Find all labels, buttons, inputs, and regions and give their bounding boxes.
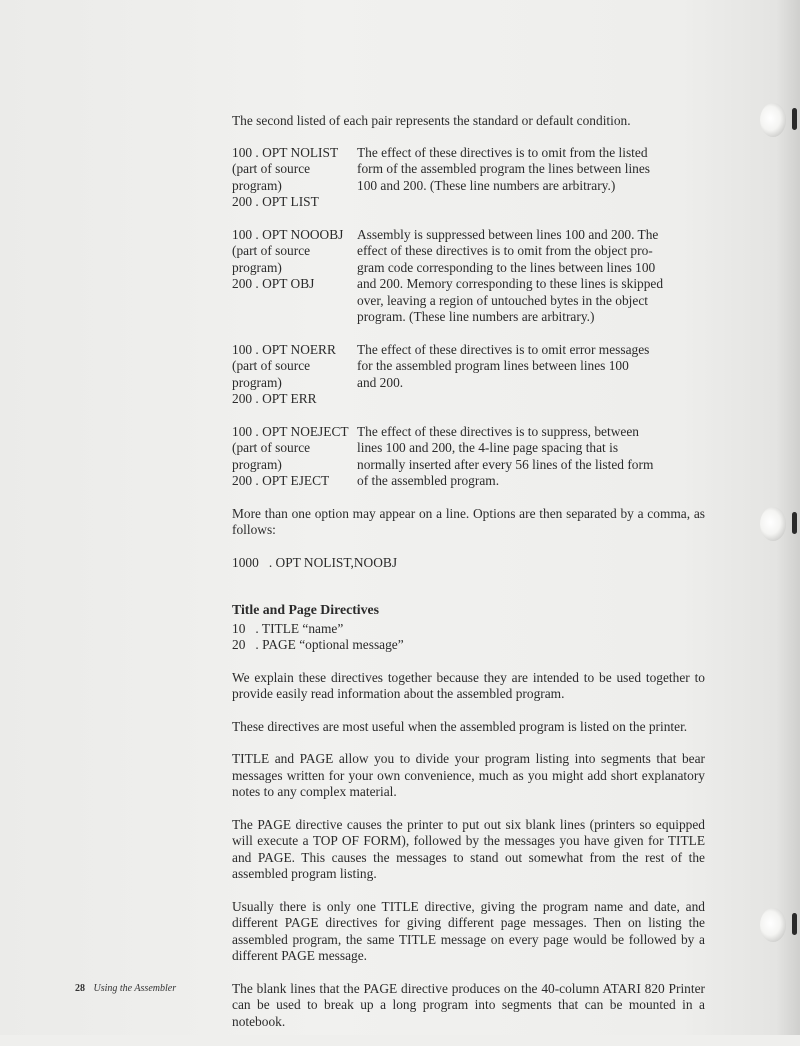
- intro-paragraph: The second listed of each pair represents the standard or default condition.: [232, 113, 631, 128]
- binder-ring-mark: [792, 108, 797, 130]
- option-description: The effect of these directives is to suppress, between lines 100 and 200, the 4-line page spacing that is normally inserted after every 56 lines of the listed form of the assembled program.: [357, 423, 654, 488]
- binder-ring-mark: [792, 512, 797, 534]
- option-directives: 100 . OPT NOEJECT (part of source program) 200 . OPT EJECT: [232, 423, 349, 488]
- option-pair-noobj: [232, 227, 705, 326]
- option-pair-nolist: [232, 145, 705, 211]
- option-description: Assembly is suppressed between lines 100 and 200. The effect of these directives is to omit from the object pro- gram code corresponding to the lines between lines 100 and 200. Memory corresponding to these lines is skipped over, leaving a region of untouched bytes in the object program. (These line numbers are arbitrary.): [357, 226, 664, 324]
- option-pair-noerr: [232, 342, 705, 408]
- body-paragraph: These directives are most useful when the assembled program is listed on the printer.: [232, 718, 688, 734]
- option-directives: 100 . OPT NOOOBJ (part of source program) 200 . OPT OBJ: [232, 226, 344, 291]
- page-footer: [75, 983, 176, 994]
- binder-hole-middle: [760, 507, 786, 541]
- option-description: The effect of these directives is to omit from the listed form of the assembled program the lines between lines 100 and 200. (These line numbers are arbitrary.): [357, 144, 651, 193]
- section-heading: Title and Page Directives: [232, 602, 380, 617]
- option-directives: 100 . OPT NOERR (part of source program) 200 . OPT ERR: [232, 341, 336, 406]
- binder-hole-bottom: [760, 908, 786, 942]
- code-block: [232, 621, 705, 654]
- body-paragraph: The blank lines that the PAGE directive produces on the 40-column ATARI 820 Printer can be used to break up a long program into segments that can be mounted in a notebook.: [232, 980, 705, 1029]
- example-code-line: 1000 . OPT NOLIST,NOOBJ: [232, 554, 398, 570]
- binder-hole-top: [760, 103, 786, 137]
- page-content: [232, 113, 705, 1046]
- body-paragraph: TITLE and PAGE allow you to divide your program listing into segments that bear messages written for your own convenience, much as you might add short explanatory notes to any complex material.: [232, 751, 705, 799]
- body-paragraph: The PAGE directive causes the printer to put out six blank lines (printers so equipped will execute a TOP OF FORM), followed by the messages you have given for TITLE and PAGE. This causes the messages to stand out somewhat from the rest of the assembled program listing.: [232, 816, 705, 881]
- body-paragraph: We explain these directives together because they are intended to be used together to provide easily read information about the assembled program.: [232, 669, 705, 701]
- option-pair-noeject: [232, 424, 705, 490]
- running-footer-title: Using the Assembler: [93, 983, 177, 994]
- binder-ring-mark: [792, 913, 797, 935]
- option-directives: 100 . OPT NOLIST (part of source program) 200 . OPT LIST: [232, 144, 339, 209]
- option-description: The effect of these directives is to omit error messages for the assembled program lines between lines 100 and 200.: [357, 341, 650, 390]
- multi-option-paragraph: More than one option may appear on a line. Options are then separated by a comma, as follows:: [232, 505, 705, 537]
- code-line: 10 . TITLE “name”: [232, 620, 344, 636]
- body-paragraph: Usually there is only one TITLE directive, giving the program name and date, and different PAGE directives for giving different page messages. Then on listing the assembled program, the same TITLE message on every page would be followed by a different PAGE message.: [232, 898, 705, 963]
- page-number: 28: [75, 983, 85, 994]
- code-line: 20 . PAGE “optional message”: [232, 637, 404, 652]
